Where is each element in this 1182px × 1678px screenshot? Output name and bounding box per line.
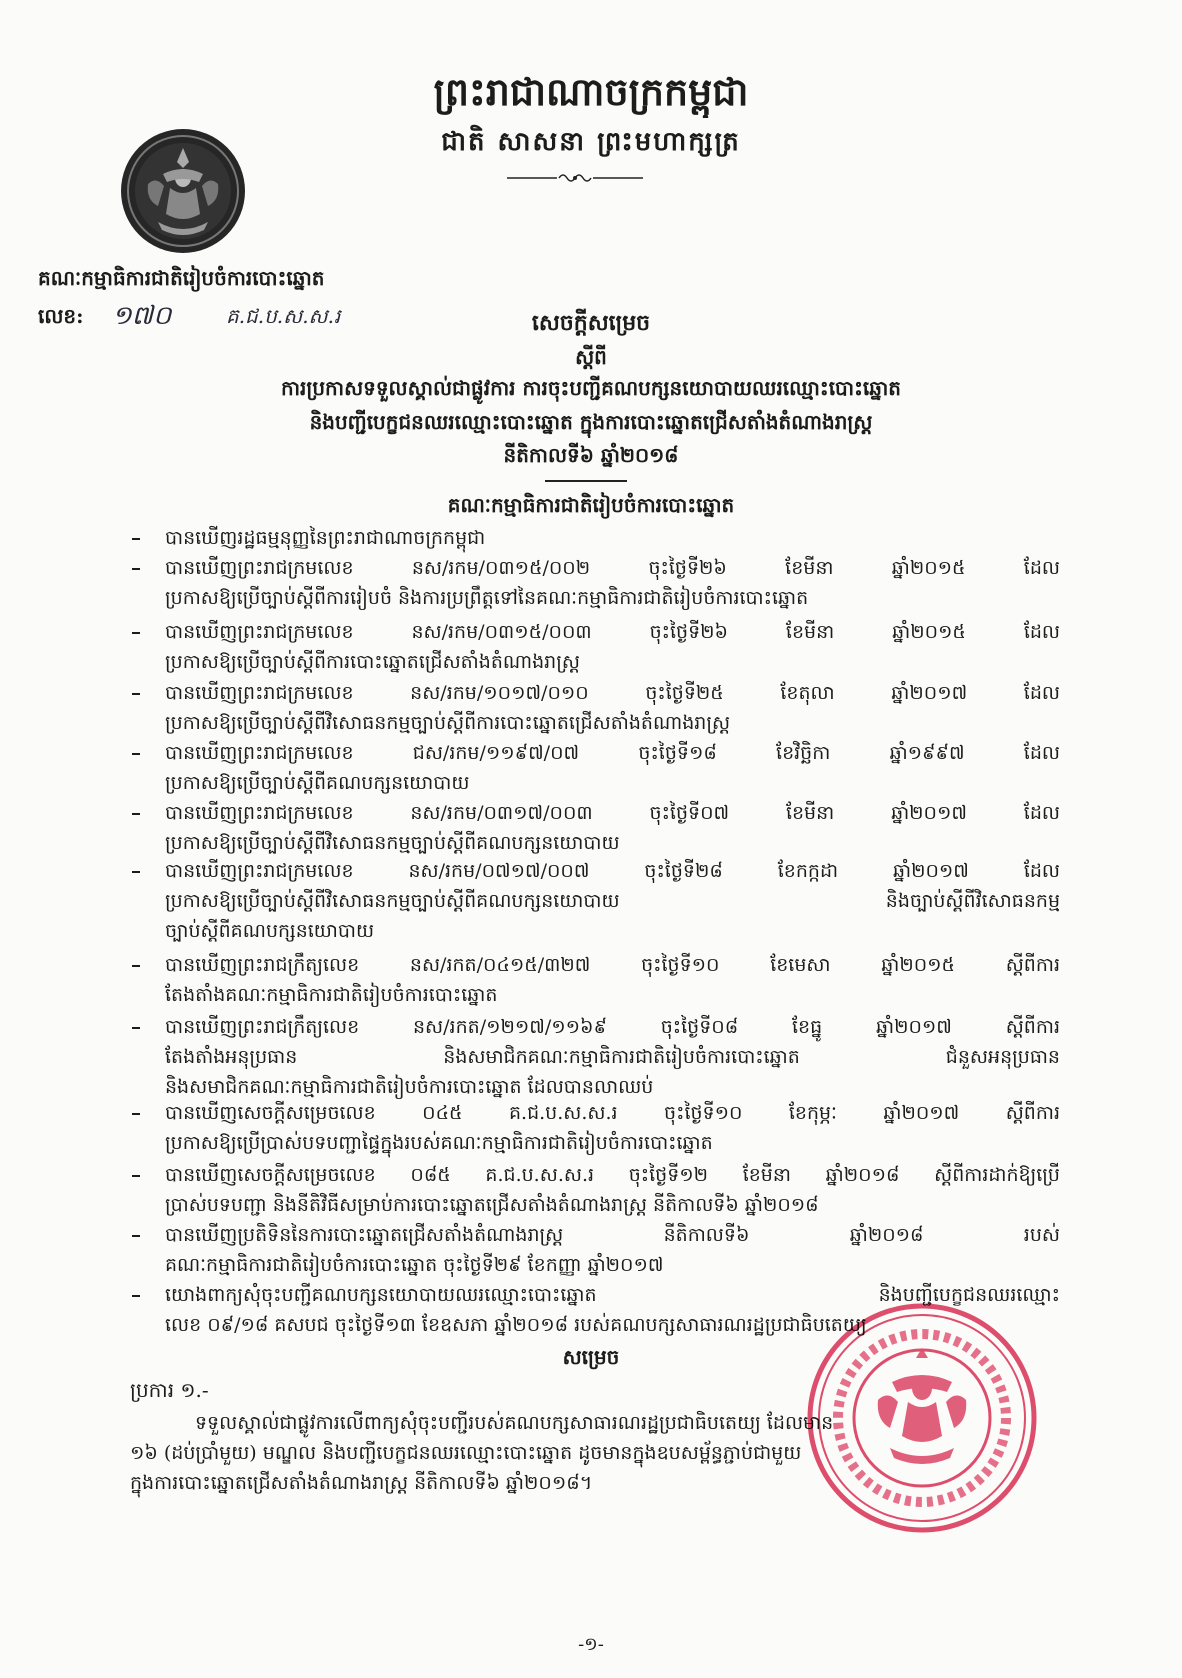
consideration-item xyxy=(128,1220,1063,1280)
consideration-line: តែងតាំងគណៈកម្មាធិការជាតិរៀបចំការបោះឆ្នោត xyxy=(165,984,498,1006)
consideration-item xyxy=(128,678,1063,738)
consideration-line: បានឃើញព្រះរាជក្រមលេខ នស/រកម/០៧១៧/០០៧ ចុះថ្ងៃទី២៨ ខែកក្កដា ឆ្នាំ២០១៧ ដែល xyxy=(165,860,1060,882)
consideration-item xyxy=(128,1160,1063,1220)
bullet-dash xyxy=(132,753,140,755)
bullet-dash xyxy=(132,568,140,570)
consideration-item xyxy=(128,553,1063,613)
consideration-line: និងសមាជិកគណៈកម្មាធិការជាតិរៀបចំការបោះឆ្នោត ដែលបានលាឈប់ xyxy=(165,1076,654,1098)
handwritten-number: ១៧០ xyxy=(112,301,172,331)
title-line: ការប្រកាសទទួលស្គាល់ជាផ្លូវការ ការចុះបញ្ជីគណបក្សនយោបាយឈរឈ្មោះបោះឆ្នោត xyxy=(281,376,901,400)
consideration-line: បានឃើញព្រះរាជក្រមលេខ នស/រកម/១០១៧/០១០ ចុះថ្ងៃទី២៥ ខែតុលា ឆ្នាំ២០១៧ ដែល xyxy=(165,682,1060,704)
consideration-line: ច្បាប់ស្តីពីគណបក្សនយោបាយ xyxy=(165,920,375,942)
reference-code: គ.ជ.ប.ស.ស.រ xyxy=(226,304,341,328)
consideration-line: បានឃើញព្រះរាជក្រមលេខ នស/រកម/០៣១៥/០០២ ចុះថ្ងៃទី២៦ ខែមីនា ឆ្នាំ២០១៥ ដែល xyxy=(165,557,1060,579)
bullet-dash xyxy=(132,1235,140,1237)
consideration-item xyxy=(128,856,1063,946)
consideration-line: ប្រកាសឱ្យប្រើច្បាប់ស្តីពីគណបក្សនយោបាយ xyxy=(165,772,470,794)
consideration-item xyxy=(128,617,1063,677)
consideration-item xyxy=(128,1098,1063,1158)
consideration-line: បានឃើញប្រតិទិននៃការបោះឆ្នោតជ្រើសតាំងតំណាងរាស្ត្រ នីតិកាលទី៦ ឆ្នាំ២០១៨ របស់ xyxy=(165,1224,1060,1246)
consideration-line: ប្រកាសឱ្យប្រើច្បាប់ស្តីពីការបោះឆ្នោតជ្រើសតាំងតំណាងរាស្ត្រ xyxy=(165,651,580,673)
consideration-line: ប្រកាសឱ្យប្រើច្បាប់ស្តីពីវិសោធនកម្មច្បាប់ស្តីពីការបោះឆ្នោតជ្រើសតាំងតំណាងរាស្ត្រ xyxy=(165,712,731,734)
consideration-line: បានឃើញព្រះរាជក្រមលេខ នស/រកម/០៣១៧/០០៣ ចុះថ្ងៃទី០៧ ខែមីនា ឆ្នាំ២០១៧ ដែល xyxy=(165,802,1060,824)
bullet-dash xyxy=(132,632,140,634)
decision-heading: សេចក្តីសម្រេច xyxy=(531,310,651,336)
title-line: និងបញ្ជីបេក្ខជនឈរឈ្មោះបោះឆ្នោត ក្នុងការបោះឆ្នោតជ្រើសតាំងតំណាងរាស្ត្រ xyxy=(309,410,873,434)
consideration-item xyxy=(128,798,1063,858)
consideration-line: យោងពាក្យសុំចុះបញ្ជីគណបក្សនយោបាយឈរឈ្មោះបោះឆ្នោត និងបញ្ជីបេក្ខជនឈរឈ្មោះ xyxy=(165,1284,1060,1306)
bullet-dash xyxy=(132,965,140,967)
decision-label: សម្រេច xyxy=(562,1345,620,1369)
article-line: ក្នុងការបោះឆ្នោតជ្រើសតាំងតំណាងរាស្ត្រ នីតិកាលទី៦ ឆ្នាំ២០១៨។ xyxy=(130,1472,593,1494)
bullet-dash xyxy=(132,1113,140,1115)
consideration-line: បានឃើញព្រះរាជក្រមលេខ ជស/រកម/១១៩៧/០៧ ចុះថ្ងៃទី១៨ ខែវិច្ឆិកា ឆ្នាំ១៩៩៧ ដែល xyxy=(165,742,1060,764)
national-motto: ជាតិ សាសនា ព្រះមហាក្សត្រ xyxy=(441,127,741,157)
ministry-seal-icon xyxy=(118,126,248,256)
consideration-line: បានឃើញរដ្ឋធម្មនុញ្ញនៃព្រះរាជាណាចក្រកម្ពុជា xyxy=(165,527,486,549)
decision-about: ស្តីពី xyxy=(575,345,607,369)
consideration-item xyxy=(128,1012,1063,1102)
article-line: ទទួលស្គាល់ជាផ្លូវការលើពាក្យសុំចុះបញ្ជីរបស់គណបក្សសាធារណរដ្ឋប្រជាធិបតេយ្យ ដែលមាន xyxy=(195,1412,834,1434)
red-official-stamp-icon xyxy=(800,1296,1044,1540)
consideration-item xyxy=(128,738,1063,798)
consideration-item xyxy=(128,950,1063,1010)
ornament-divider-icon xyxy=(505,170,645,186)
page-number: -១- xyxy=(578,1634,604,1655)
consideration-line: ប្រកាសឱ្យប្រើច្បាប់ស្តីពីវិសោធនកម្មច្បាប់ស្តីពីគណបក្សនយោបាយ និងច្បាប់ស្តីពីវិសោធនកម្ម xyxy=(165,890,1060,912)
bullet-dash xyxy=(132,1295,140,1297)
consideration-line: បានឃើញព្រះរាជក្រឹត្យលេខ នស/រកត/១២១៧/១១៦៩ ចុះថ្ងៃទី០៨ ខែធ្នូ ឆ្នាំ២០១៧ ស្តីពីការ xyxy=(165,1016,1060,1038)
consideration-item xyxy=(128,523,1063,553)
article-label: ប្រការ ១.- xyxy=(130,1378,209,1402)
bullet-dash xyxy=(132,813,140,815)
consideration-line: ប្រកាសឱ្យប្រើច្បាប់ស្តីពីវិសោធនកម្មច្បាប់ស្តីពីគណបក្សនយោបាយ xyxy=(165,832,620,854)
bullet-dash xyxy=(132,871,140,873)
title-line: នីតិកាលទី៦ ឆ្នាំ២០១៨ xyxy=(503,443,679,467)
bullet-dash xyxy=(132,693,140,695)
bullet-dash xyxy=(132,1175,140,1177)
consideration-line: ប្រកាសឱ្យប្រើច្បាប់ស្តីពីការរៀបចំ និងការប្រព្រឹត្តទៅនៃគណៈកម្មាធិការជាតិរៀបចំការបោះឆ្នោត xyxy=(165,587,809,609)
number-label: លេខ: xyxy=(38,304,84,328)
kingdom-heading: ព្រះរាជាណាចក្រកម្ពុជា xyxy=(433,69,749,114)
consideration-line: បានឃើញសេចក្តីសម្រេចលេខ ០៤៥ គ.ជ.ប.ស.ស.រ ចុះថ្ងៃទី១០ ខែកុម្ភៈ ឆ្នាំ២០១៧ ស្តីពីការ xyxy=(165,1102,1060,1124)
consideration-line: បានឃើញសេចក្តីសម្រេចលេខ ០៨៥ គ.ជ.ប.ស.ស.រ ចុះថ្ងៃទី១២ ខែមីនា ឆ្នាំ២០១៨ ស្តីពីការដាក់ឱ្យប្រើ xyxy=(165,1164,1060,1186)
bullet-dash xyxy=(132,1027,140,1029)
consideration-line: លេខ ០៩/១៨ គសបជ ចុះថ្ងៃទី១៣ ខែឧសភា ឆ្នាំ២០១៨ របស់គណបក្សសាធារណរដ្ឋប្រជាធិបតេយ្យ xyxy=(165,1314,867,1336)
consideration-line: តែងតាំងអនុប្រធាន និងសមាជិកគណៈកម្មាធិការជាតិរៀបចំការបោះឆ្នោត ជំនួសអនុប្រធាន xyxy=(165,1046,1060,1068)
consideration-line: ប្រកាសឱ្យប្រើប្រាស់បទបញ្ជាផ្ទៃក្នុងរបស់គណៈកម្មាធិការជាតិរៀបចំការបោះឆ្នោត xyxy=(165,1132,713,1154)
issuing-authority: គណៈកម្មាធិការជាតិរៀបចំការបោះឆ្នោត xyxy=(38,266,325,290)
article-line: ១៦ (ដប់ប្រាំមួយ) មណ្ឌល និងបញ្ជីបេក្ខជនឈរឈ្មោះបោះឆ្នោត ដូចមានក្នុងឧបសម្ព័ន្ធភ្ជាប់ជាមួយ xyxy=(130,1442,802,1464)
bullet-dash xyxy=(132,538,140,540)
title-divider xyxy=(545,480,627,482)
consideration-line: ប្រាស់បទបញ្ជា និងនីតិវិធីសម្រាប់ការបោះឆ្នោតជ្រើសតាំងតំណាងរាស្ត្រ នីតិកាលទី៦ ឆ្នាំ២០១៨ xyxy=(165,1194,819,1216)
consideration-line: បានឃើញព្រះរាជក្រមលេខ នស/រកម/០៣១៥/០០៣ ចុះថ្ងៃទី២៦ ខែមីនា ឆ្នាំ២០១៥ ដែល xyxy=(165,621,1060,643)
consideration-line: គណៈកម្មាធិការជាតិរៀបចំការបោះឆ្នោត ចុះថ្ងៃទី២៩ ខែកញ្ញា ឆ្នាំ២០១៧ xyxy=(165,1254,664,1276)
consideration-line: បានឃើញព្រះរាជក្រឹត្យលេខ នស/រកត/០៤១៥/៣២៧ ចុះថ្ងៃទី១០ ខែមេសា ឆ្នាំ២០១៥ ស្តីពីការ xyxy=(165,954,1060,976)
issuer-heading: គណៈកម្មាធិការជាតិរៀបចំការបោះឆ្នោត xyxy=(447,493,735,517)
